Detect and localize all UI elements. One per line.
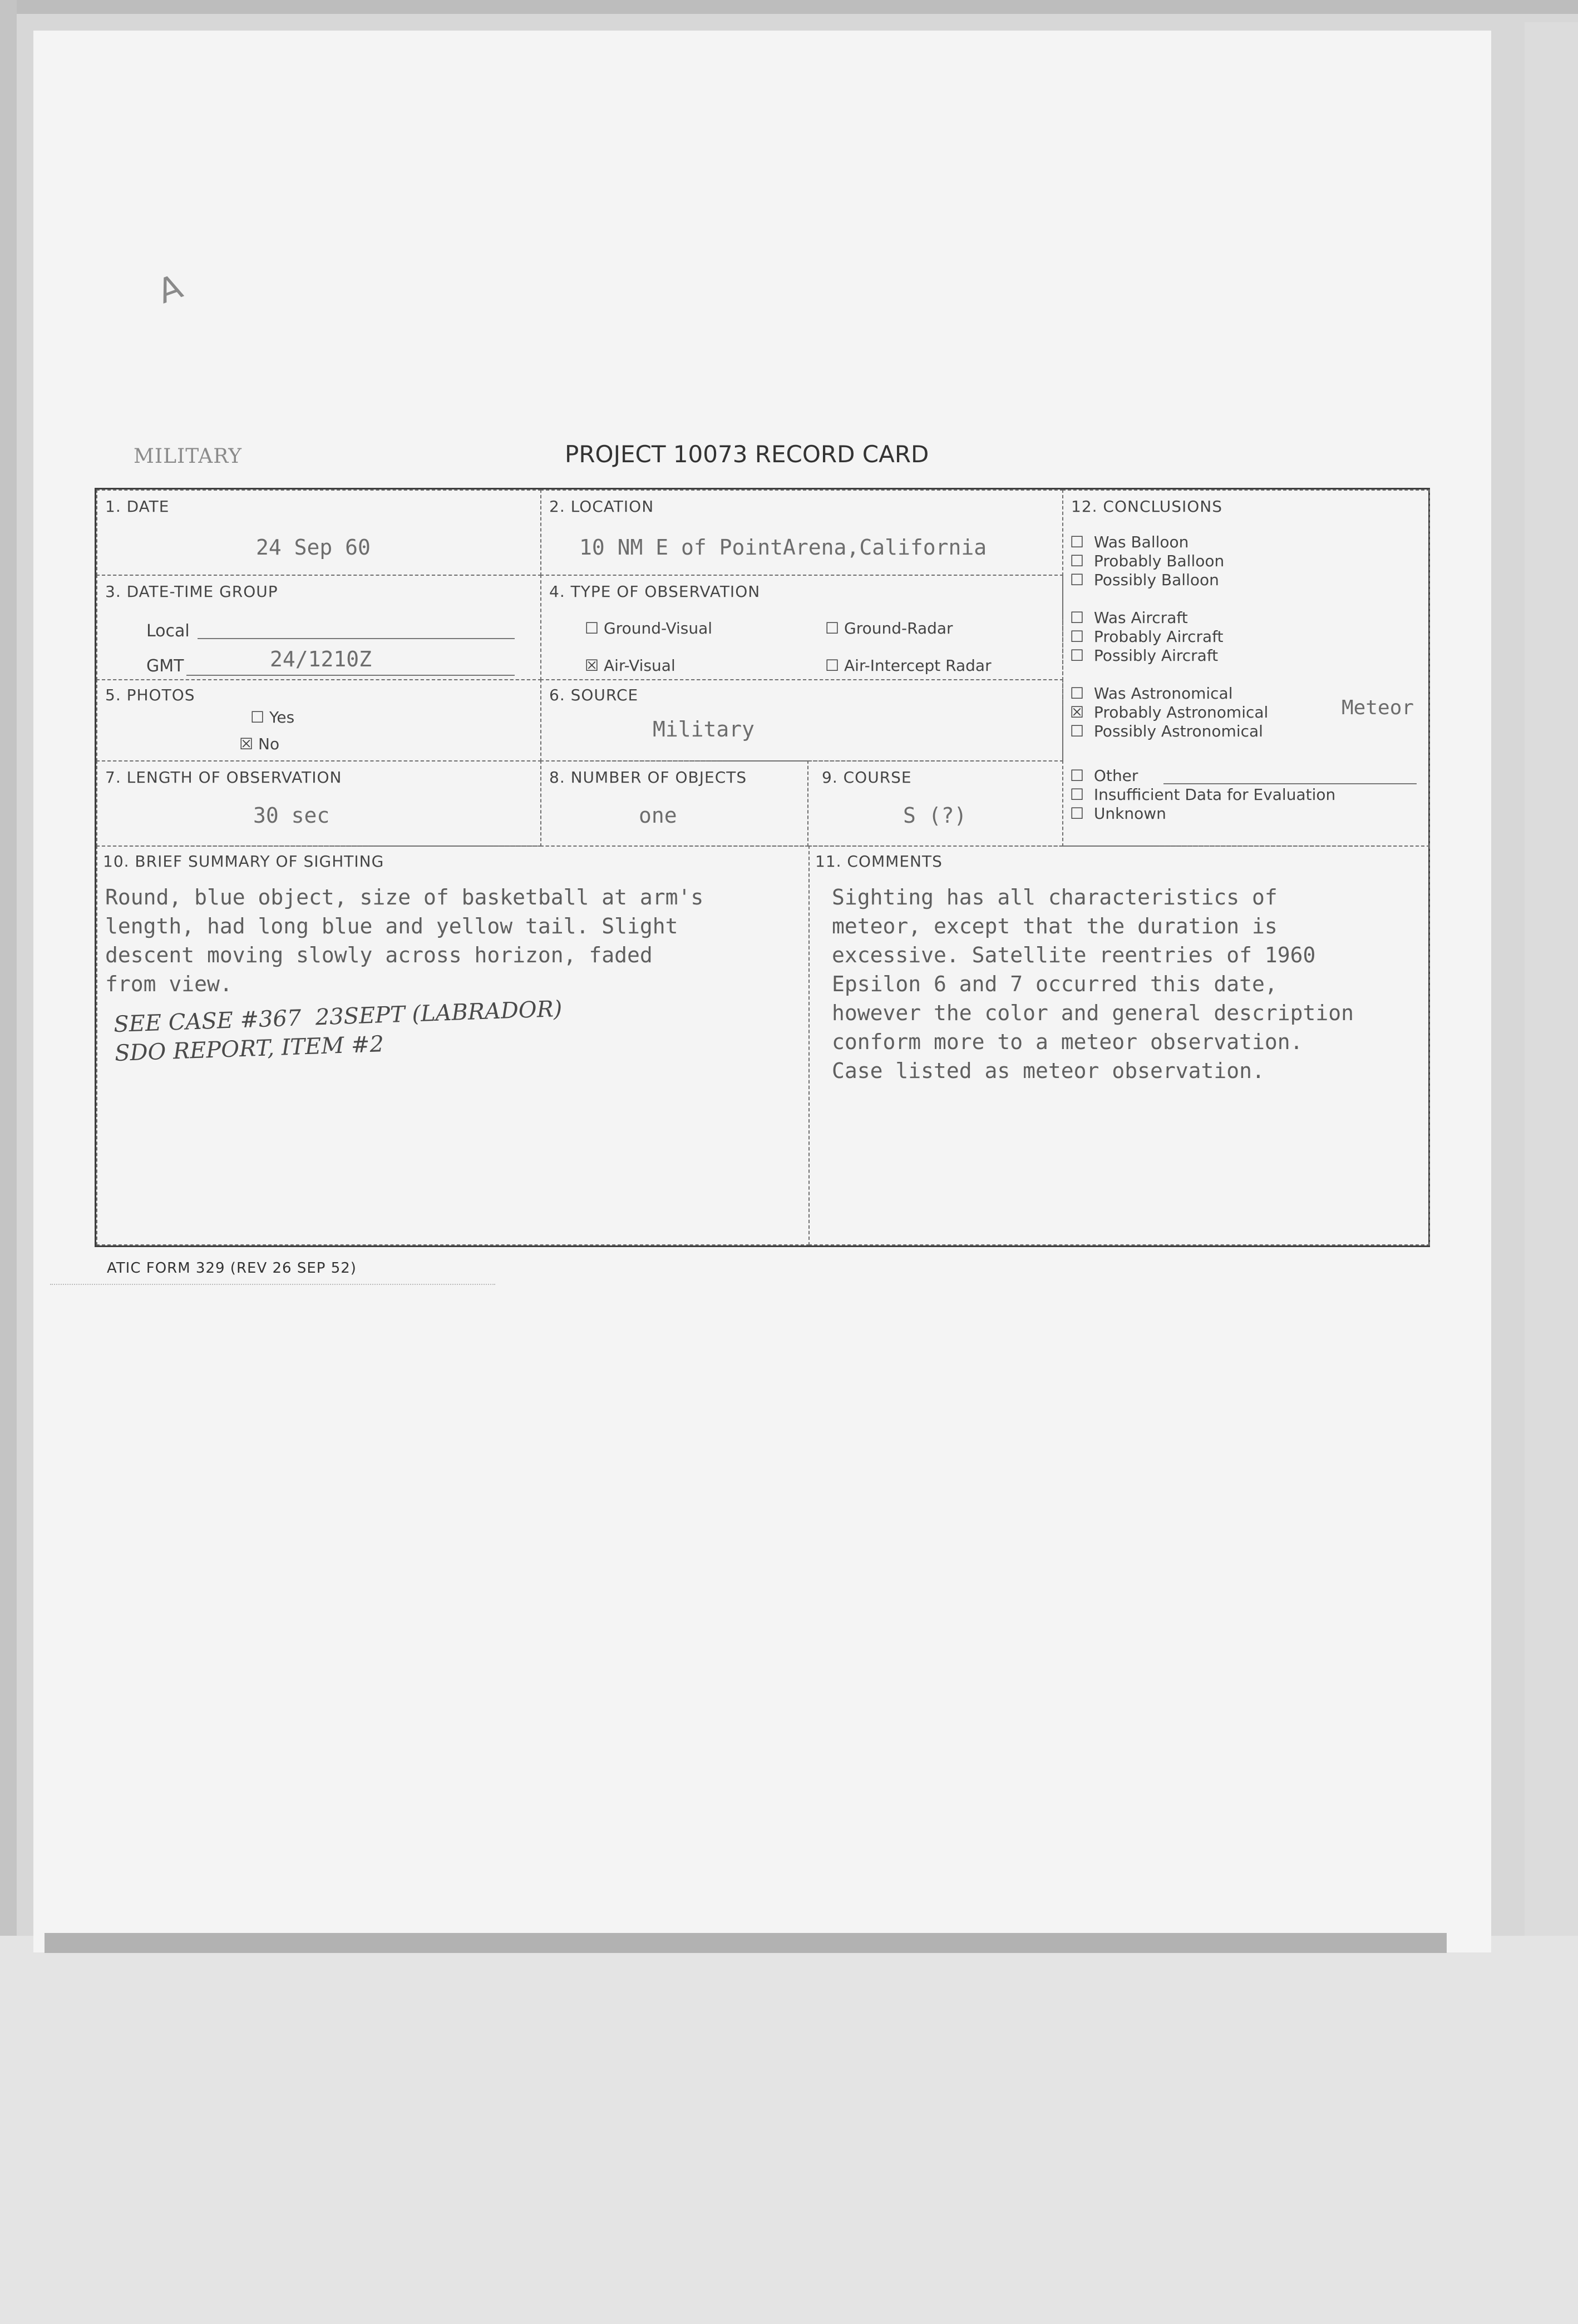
summary-line: descent moving slowly across horizon, faded xyxy=(105,943,653,967)
checkbox-icon: ☐ xyxy=(585,619,599,637)
photos-cell xyxy=(96,679,541,762)
checkbox-icon: ☐ xyxy=(825,656,840,675)
handwritten-line: SDO REPORT, ITEM #2 xyxy=(114,1031,384,1067)
source-value: Military xyxy=(653,717,755,741)
conclusion-was-balloon xyxy=(1070,533,1224,552)
conclusion-possibly-aircraft xyxy=(1070,646,1224,665)
conclusion-label: Was Aircraft xyxy=(1093,609,1188,627)
summary-label: 10. BRIEF SUMMARY OF SIGHTING xyxy=(103,852,384,871)
photos-yes-label: Yes xyxy=(269,708,295,726)
scan-noise xyxy=(50,1284,495,1285)
conclusions-other-group xyxy=(1070,767,1335,823)
source-label: 6. SOURCE xyxy=(549,686,639,704)
number-of-objects-label: 8. NUMBER OF OBJECTS xyxy=(549,768,747,787)
checkbox-icon: ☐ xyxy=(1070,571,1084,589)
comments-text xyxy=(832,883,1354,1085)
conclusion-possibly-astronomical xyxy=(1070,722,1268,741)
checkbox-icon: ☐ xyxy=(1070,684,1084,703)
record-card xyxy=(95,488,1430,1247)
conclusion-was-aircraft xyxy=(1070,609,1224,627)
checkbox-checked-icon: ☒ xyxy=(239,735,254,753)
course-cell xyxy=(807,760,1063,847)
conclusion-other xyxy=(1070,767,1335,785)
gmt-value: 24/1210Z xyxy=(270,647,372,671)
comments-cell xyxy=(808,845,1430,1245)
conclusions-cell xyxy=(1062,489,1430,847)
classification-label: MILITARY xyxy=(134,445,243,468)
photos-no xyxy=(239,735,279,753)
photos-no-label: No xyxy=(258,735,280,753)
location-value: 10 NM E of PointArena,California xyxy=(579,535,987,560)
number-of-objects-value: one xyxy=(639,803,677,828)
location-label: 2. LOCATION xyxy=(549,497,654,516)
date-value: 24 Sep 60 xyxy=(256,535,371,560)
conclusion-label: Probably Aircraft xyxy=(1093,627,1224,646)
other-line xyxy=(1163,783,1417,784)
conclusion-label: Probably Balloon xyxy=(1093,552,1225,570)
length-of-observation-cell xyxy=(96,760,541,847)
comments-line: conform more to a meteor observation. xyxy=(832,1030,1303,1054)
photos-yes xyxy=(250,708,294,726)
checkbox-icon: ☐ xyxy=(1070,804,1084,823)
conclusion-label: Probably Astronomical xyxy=(1093,703,1269,721)
comments-line: meteor, except that the duration is xyxy=(832,914,1278,938)
obs-option-label: Ground-Visual xyxy=(604,619,713,637)
date-time-group-cell xyxy=(96,575,541,680)
obs-air-visual xyxy=(585,656,675,675)
checkbox-checked-icon: ☒ xyxy=(585,656,599,675)
margin-mark: A xyxy=(152,267,188,311)
handwritten-line: SEE CASE #367 23SEPT (LABRADOR) xyxy=(113,996,563,1038)
handwritten-note xyxy=(113,995,564,1068)
date-cell xyxy=(96,489,541,576)
card-title: PROJECT 10073 RECORD CARD xyxy=(565,441,929,468)
conclusions-astronomical-group xyxy=(1070,684,1268,741)
conclusion-was-astronomical xyxy=(1070,684,1268,703)
date-label: 1. DATE xyxy=(105,497,170,516)
scan-edge-bottom xyxy=(0,1936,1578,2324)
conclusions-label: 12. CONCLUSIONS xyxy=(1071,497,1223,516)
number-of-objects-cell xyxy=(540,760,808,847)
obs-ground-radar xyxy=(825,619,953,637)
local-label: Local xyxy=(146,621,190,641)
checkbox-icon: ☐ xyxy=(1070,552,1084,570)
checkbox-checked-icon: ☒ xyxy=(1070,703,1084,721)
course-label: 9. COURSE xyxy=(822,768,912,787)
location-cell xyxy=(540,489,1063,576)
form-footer: ATIC FORM 329 (REV 26 SEP 52) xyxy=(107,1260,357,1277)
summary-cell xyxy=(96,845,810,1245)
conclusion-possibly-balloon xyxy=(1070,571,1224,590)
date-time-group-label: 3. DATE-TIME GROUP xyxy=(105,582,278,601)
summary-text xyxy=(105,883,703,998)
comments-label: 11. COMMENTS xyxy=(815,852,943,871)
scan-edge-top xyxy=(0,0,1578,14)
conclusion-unknown xyxy=(1070,804,1335,823)
checkbox-icon: ☐ xyxy=(1070,722,1084,740)
conclusion-label: Other xyxy=(1093,767,1138,785)
length-of-observation-label: 7. LENGTH OF OBSERVATION xyxy=(105,768,342,787)
conclusion-label: Was Astronomical xyxy=(1093,684,1233,703)
obs-air-intercept-radar xyxy=(825,656,992,675)
conclusion-label: Possibly Aircraft xyxy=(1093,646,1219,665)
conclusion-probably-balloon xyxy=(1070,552,1224,571)
summary-line: Round, blue object, size of basketball at arm's xyxy=(105,885,704,909)
conclusion-label: Possibly Astronomical xyxy=(1093,722,1263,740)
obs-option-label: Air-Visual xyxy=(604,656,675,675)
checkbox-icon: ☐ xyxy=(1070,767,1084,785)
photos-label: 5. PHOTOS xyxy=(105,686,195,704)
conclusion-label: Unknown xyxy=(1093,804,1166,823)
sheet-shadow xyxy=(45,1933,1447,1953)
type-of-observation-label: 4. TYPE OF OBSERVATION xyxy=(549,582,761,601)
obs-option-label: Ground-Radar xyxy=(844,619,953,637)
checkbox-icon: ☐ xyxy=(1070,533,1084,551)
checkbox-icon: ☐ xyxy=(1070,627,1084,646)
local-line xyxy=(198,638,515,639)
comments-line: Sighting has all characteristics of xyxy=(832,885,1278,909)
summary-line: length, had long blue and yellow tail. Slight xyxy=(105,914,678,938)
gmt-line xyxy=(186,675,515,676)
checkbox-icon: ☐ xyxy=(1070,609,1084,627)
comments-line: Case listed as meteor observation. xyxy=(832,1059,1265,1083)
checkbox-icon: ☐ xyxy=(825,619,840,637)
gmt-label: GMT xyxy=(146,656,184,676)
course-value: S (?) xyxy=(903,803,967,828)
comments-line: excessive. Satellite reentries of 1960 xyxy=(832,943,1316,967)
conclusion-probably-aircraft xyxy=(1070,627,1224,646)
conclusion-label: Possibly Balloon xyxy=(1093,571,1219,589)
checkbox-icon: ☐ xyxy=(250,708,265,726)
source-cell xyxy=(540,679,1063,762)
obs-ground-visual xyxy=(585,619,712,637)
scan-edge-right xyxy=(1525,22,1578,1958)
scan-edge-left xyxy=(0,0,17,1936)
length-of-observation-value: 30 sec xyxy=(253,803,330,828)
checkbox-icon: ☐ xyxy=(1070,785,1084,804)
obs-option-label: Air-Intercept Radar xyxy=(844,656,992,675)
summary-line: from view. xyxy=(105,972,233,996)
comments-line: however the color and general description xyxy=(832,1001,1354,1025)
conclusions-aircraft-group xyxy=(1070,609,1224,665)
conclusion-meteor-note: Meteor xyxy=(1342,696,1414,719)
conclusion-insufficient-data xyxy=(1070,785,1335,804)
conclusion-probably-astronomical xyxy=(1070,703,1268,722)
checkbox-icon: ☐ xyxy=(1070,646,1084,665)
conclusion-label: Insufficient Data for Evaluation xyxy=(1093,785,1336,804)
comments-line: Epsilon 6 and 7 occurred this date, xyxy=(832,972,1278,996)
conclusions-balloon-group xyxy=(1070,533,1224,590)
type-of-observation-cell xyxy=(540,575,1063,680)
conclusion-label: Was Balloon xyxy=(1093,533,1189,551)
